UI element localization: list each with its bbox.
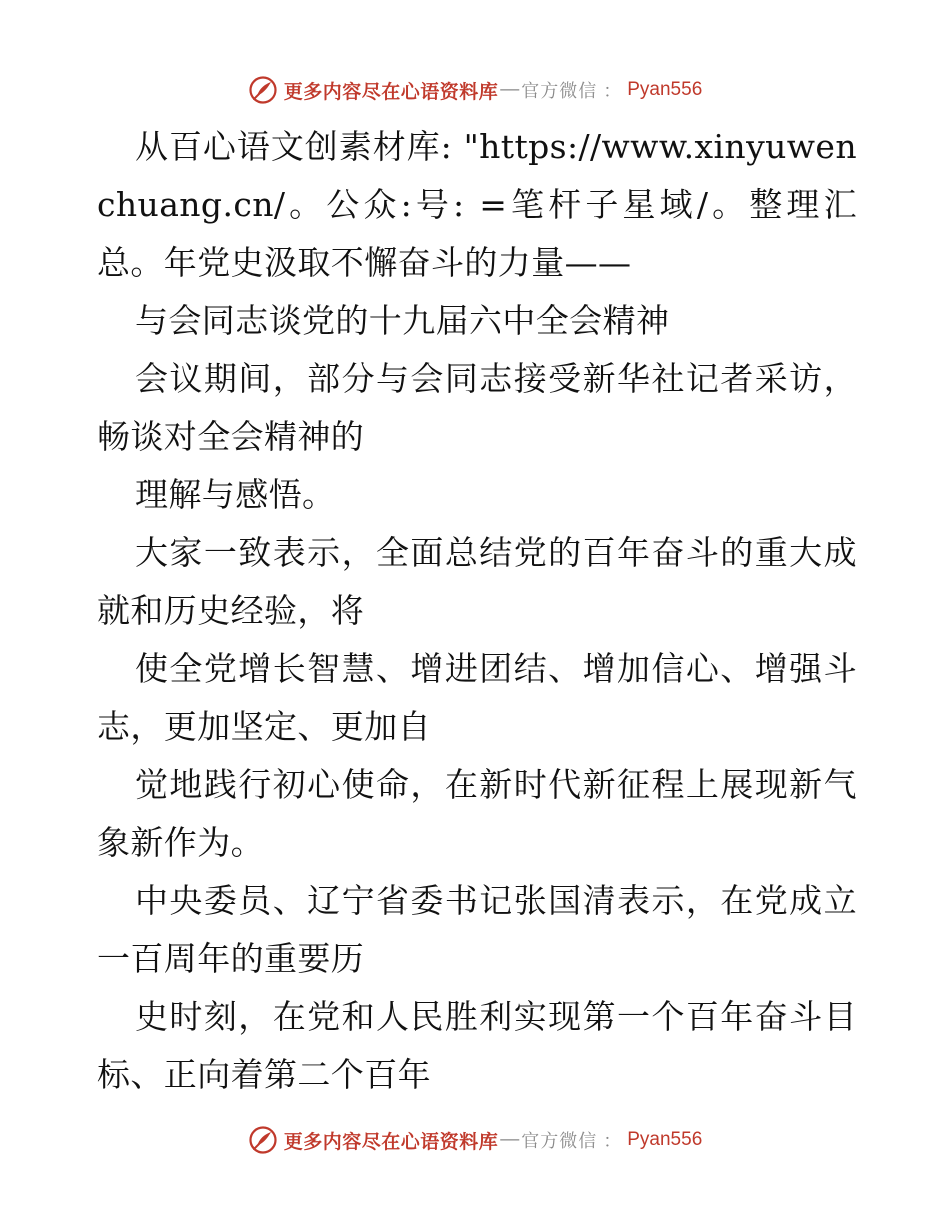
paragraph: 与会同志谈党的十九届六中全会精神 xyxy=(135,301,670,340)
top-watermark-banner xyxy=(0,70,950,110)
watermark-slogan: 更多内容尽在心语资料库 xyxy=(283,80,499,103)
paragraph: 从百心语文创素材库: "https://www.xinyuwenchuang.cn/。公众:号: =笔杆子星域/。整理汇总。年党史汲取不懈奋斗的力量—— xyxy=(97,127,857,282)
paragraph: 大家一致表示，全面总结党的百年奋斗的重大成就和历史经验，将 xyxy=(97,533,857,630)
watermark-separator: ： xyxy=(603,81,622,102)
paragraph: 理解与感悟。 xyxy=(135,475,336,514)
watermark-dash: — xyxy=(500,1129,520,1150)
paragraph: 中央委员、辽宁省委书记张国清表示，在党成立一百周年的重要历 xyxy=(97,881,857,978)
paragraph: 史时刻，在党和人民胜利实现第一个百年奋斗目标、正向着第二个百年 xyxy=(97,997,857,1094)
paragraph: 使全党增长智慧、增进团结、增加信心、增强斗志，更加坚定、更加自 xyxy=(97,649,857,746)
watermark-wechat-id: Pyan556 xyxy=(627,79,703,100)
watermark-separator: ： xyxy=(603,1131,622,1152)
document-body xyxy=(97,118,857,1104)
watermark-dash: — xyxy=(500,79,520,100)
brand-logo-icon xyxy=(248,1125,278,1155)
paragraph: 会议期间，部分与会同志接受新华社记者采访，畅谈对全会精神的 xyxy=(97,359,857,456)
watermark-wechat-label: 官方微信 xyxy=(521,1131,598,1152)
paragraph: 觉地践行初心使命，在新时代新征程上展现新气象新作为。 xyxy=(97,765,857,862)
watermark-slogan: 更多内容尽在心语资料库 xyxy=(283,1130,499,1153)
bottom-watermark-banner xyxy=(0,1120,950,1160)
brand-logo-icon xyxy=(248,75,278,105)
watermark-wechat-label: 官方微信 xyxy=(521,81,598,102)
watermark-wechat-id: Pyan556 xyxy=(627,1129,703,1150)
